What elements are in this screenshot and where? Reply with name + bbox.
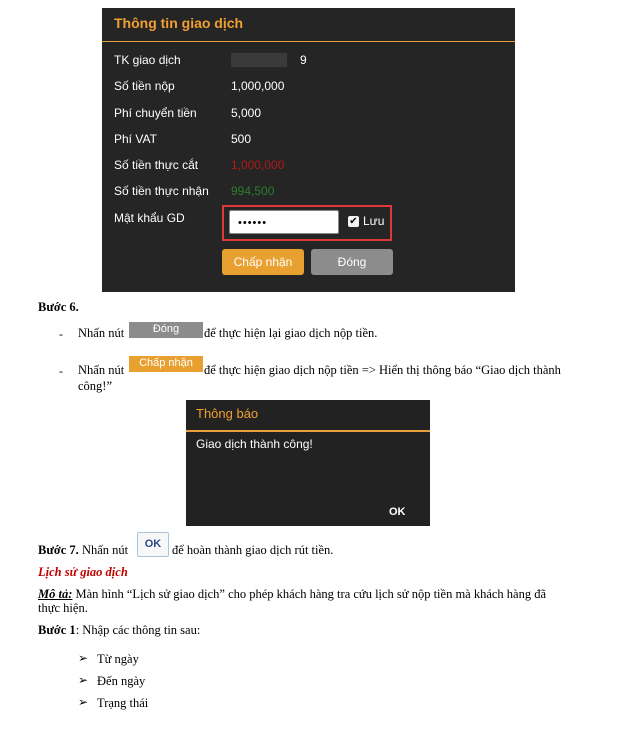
- desc-label: Mô tả:: [38, 587, 73, 601]
- title-divider: [102, 41, 515, 42]
- actual-cut-value: 1,000,000: [231, 158, 285, 172]
- deposit-amount-label: Số tiền nộp: [114, 79, 175, 93]
- step6-item1-prefix: Nhấn nút: [78, 326, 125, 340]
- notification-ok-button[interactable]: OK: [389, 506, 406, 518]
- actual-received-label: Số tiền thực nhận: [114, 184, 209, 198]
- row-deposit-amount: [114, 79, 504, 95]
- password-label: Mật khẩu GD: [114, 211, 185, 225]
- history-heading: Lịch sử giao dịch: [38, 565, 128, 579]
- step6-item2-suffix-line1: để thực hiện giao dịch nộp tiền => Hiển thị thông báo “Giao dịch thành: [204, 363, 561, 377]
- step7-suffix: để hoàn thành giao dịch rút tiền.: [172, 543, 334, 557]
- transfer-fee-value: 5,000: [231, 106, 262, 120]
- transfer-fee-label: Phí chuyển tiền: [114, 106, 197, 120]
- field-status: Trạng thái: [97, 696, 149, 710]
- arrow-bullet-icon: ➢: [78, 673, 89, 687]
- step1-line: [38, 623, 200, 638]
- row-actual-received: [114, 184, 504, 200]
- row-vat-fee: [114, 132, 504, 148]
- arrow-bullet-icon: ➢: [78, 651, 89, 665]
- dash-bullet: -: [59, 364, 63, 378]
- accept-button[interactable]: Chấp nhận: [222, 249, 304, 275]
- row-transfer-fee: [114, 106, 504, 122]
- step1-text: : Nhập các thông tin sau:: [75, 623, 201, 637]
- history-desc-line1: [38, 587, 546, 602]
- inline-accept-button: Chấp nhận: [129, 356, 203, 372]
- step6-heading: Bước 6.: [38, 300, 79, 314]
- step6-item2-prefix: Nhấn nút: [78, 363, 125, 377]
- notification-divider: [186, 430, 430, 432]
- notification-dialog: [186, 400, 430, 526]
- history-desc-line2: thực hiện.: [38, 601, 88, 615]
- save-checkbox-label: Lưu: [363, 214, 385, 228]
- notification-message: Giao dịch thành công!: [196, 437, 313, 451]
- step7-line: [38, 543, 128, 558]
- dialog-title: Thông tin giao dịch: [114, 15, 244, 31]
- account-value-end: 9: [300, 53, 307, 67]
- desc-text: Màn hình “Lịch sử giao dịch” cho phép khách hàng tra cứu lịch sử nộp tiền mà khách hàng đã: [75, 587, 547, 601]
- field-from-date: Từ ngày: [97, 652, 139, 666]
- step7-prefix: Nhấn nút: [81, 543, 129, 557]
- vat-fee-value: 500: [231, 132, 252, 146]
- password-input[interactable]: ••••••: [229, 210, 339, 234]
- account-redaction: [231, 53, 287, 67]
- step1-heading: Bước 1: [38, 623, 76, 637]
- field-to-date: Đến ngày: [97, 674, 146, 688]
- actual-cut-label: Số tiền thực cắt: [114, 158, 199, 172]
- password-highlight-box: [222, 205, 392, 241]
- inline-ok-button: OK: [137, 532, 169, 557]
- close-button[interactable]: Đóng: [311, 249, 393, 275]
- step7-heading: Bước 7.: [38, 543, 79, 557]
- checkmark-icon: ✔: [349, 216, 358, 227]
- row-actual-cut: [114, 158, 504, 174]
- inline-close-button: Đóng: [129, 322, 203, 338]
- arrow-bullet-icon: ➢: [78, 695, 89, 709]
- save-checkbox[interactable]: [348, 216, 359, 227]
- account-label: TK giao dịch: [114, 53, 181, 67]
- row-account: [114, 53, 504, 69]
- step6-item2-suffix-line2: công!”: [78, 379, 113, 393]
- step6-item1-suffix: để thực hiện lại giao dịch nộp tiền.: [204, 326, 378, 340]
- dash-bullet: -: [59, 327, 63, 341]
- transaction-info-dialog: [102, 8, 515, 292]
- vat-fee-label: Phí VAT: [114, 132, 157, 146]
- notification-title: Thông báo: [196, 406, 259, 421]
- actual-received-value: 994,500: [231, 184, 275, 198]
- deposit-amount-value: 1,000,000: [231, 79, 285, 93]
